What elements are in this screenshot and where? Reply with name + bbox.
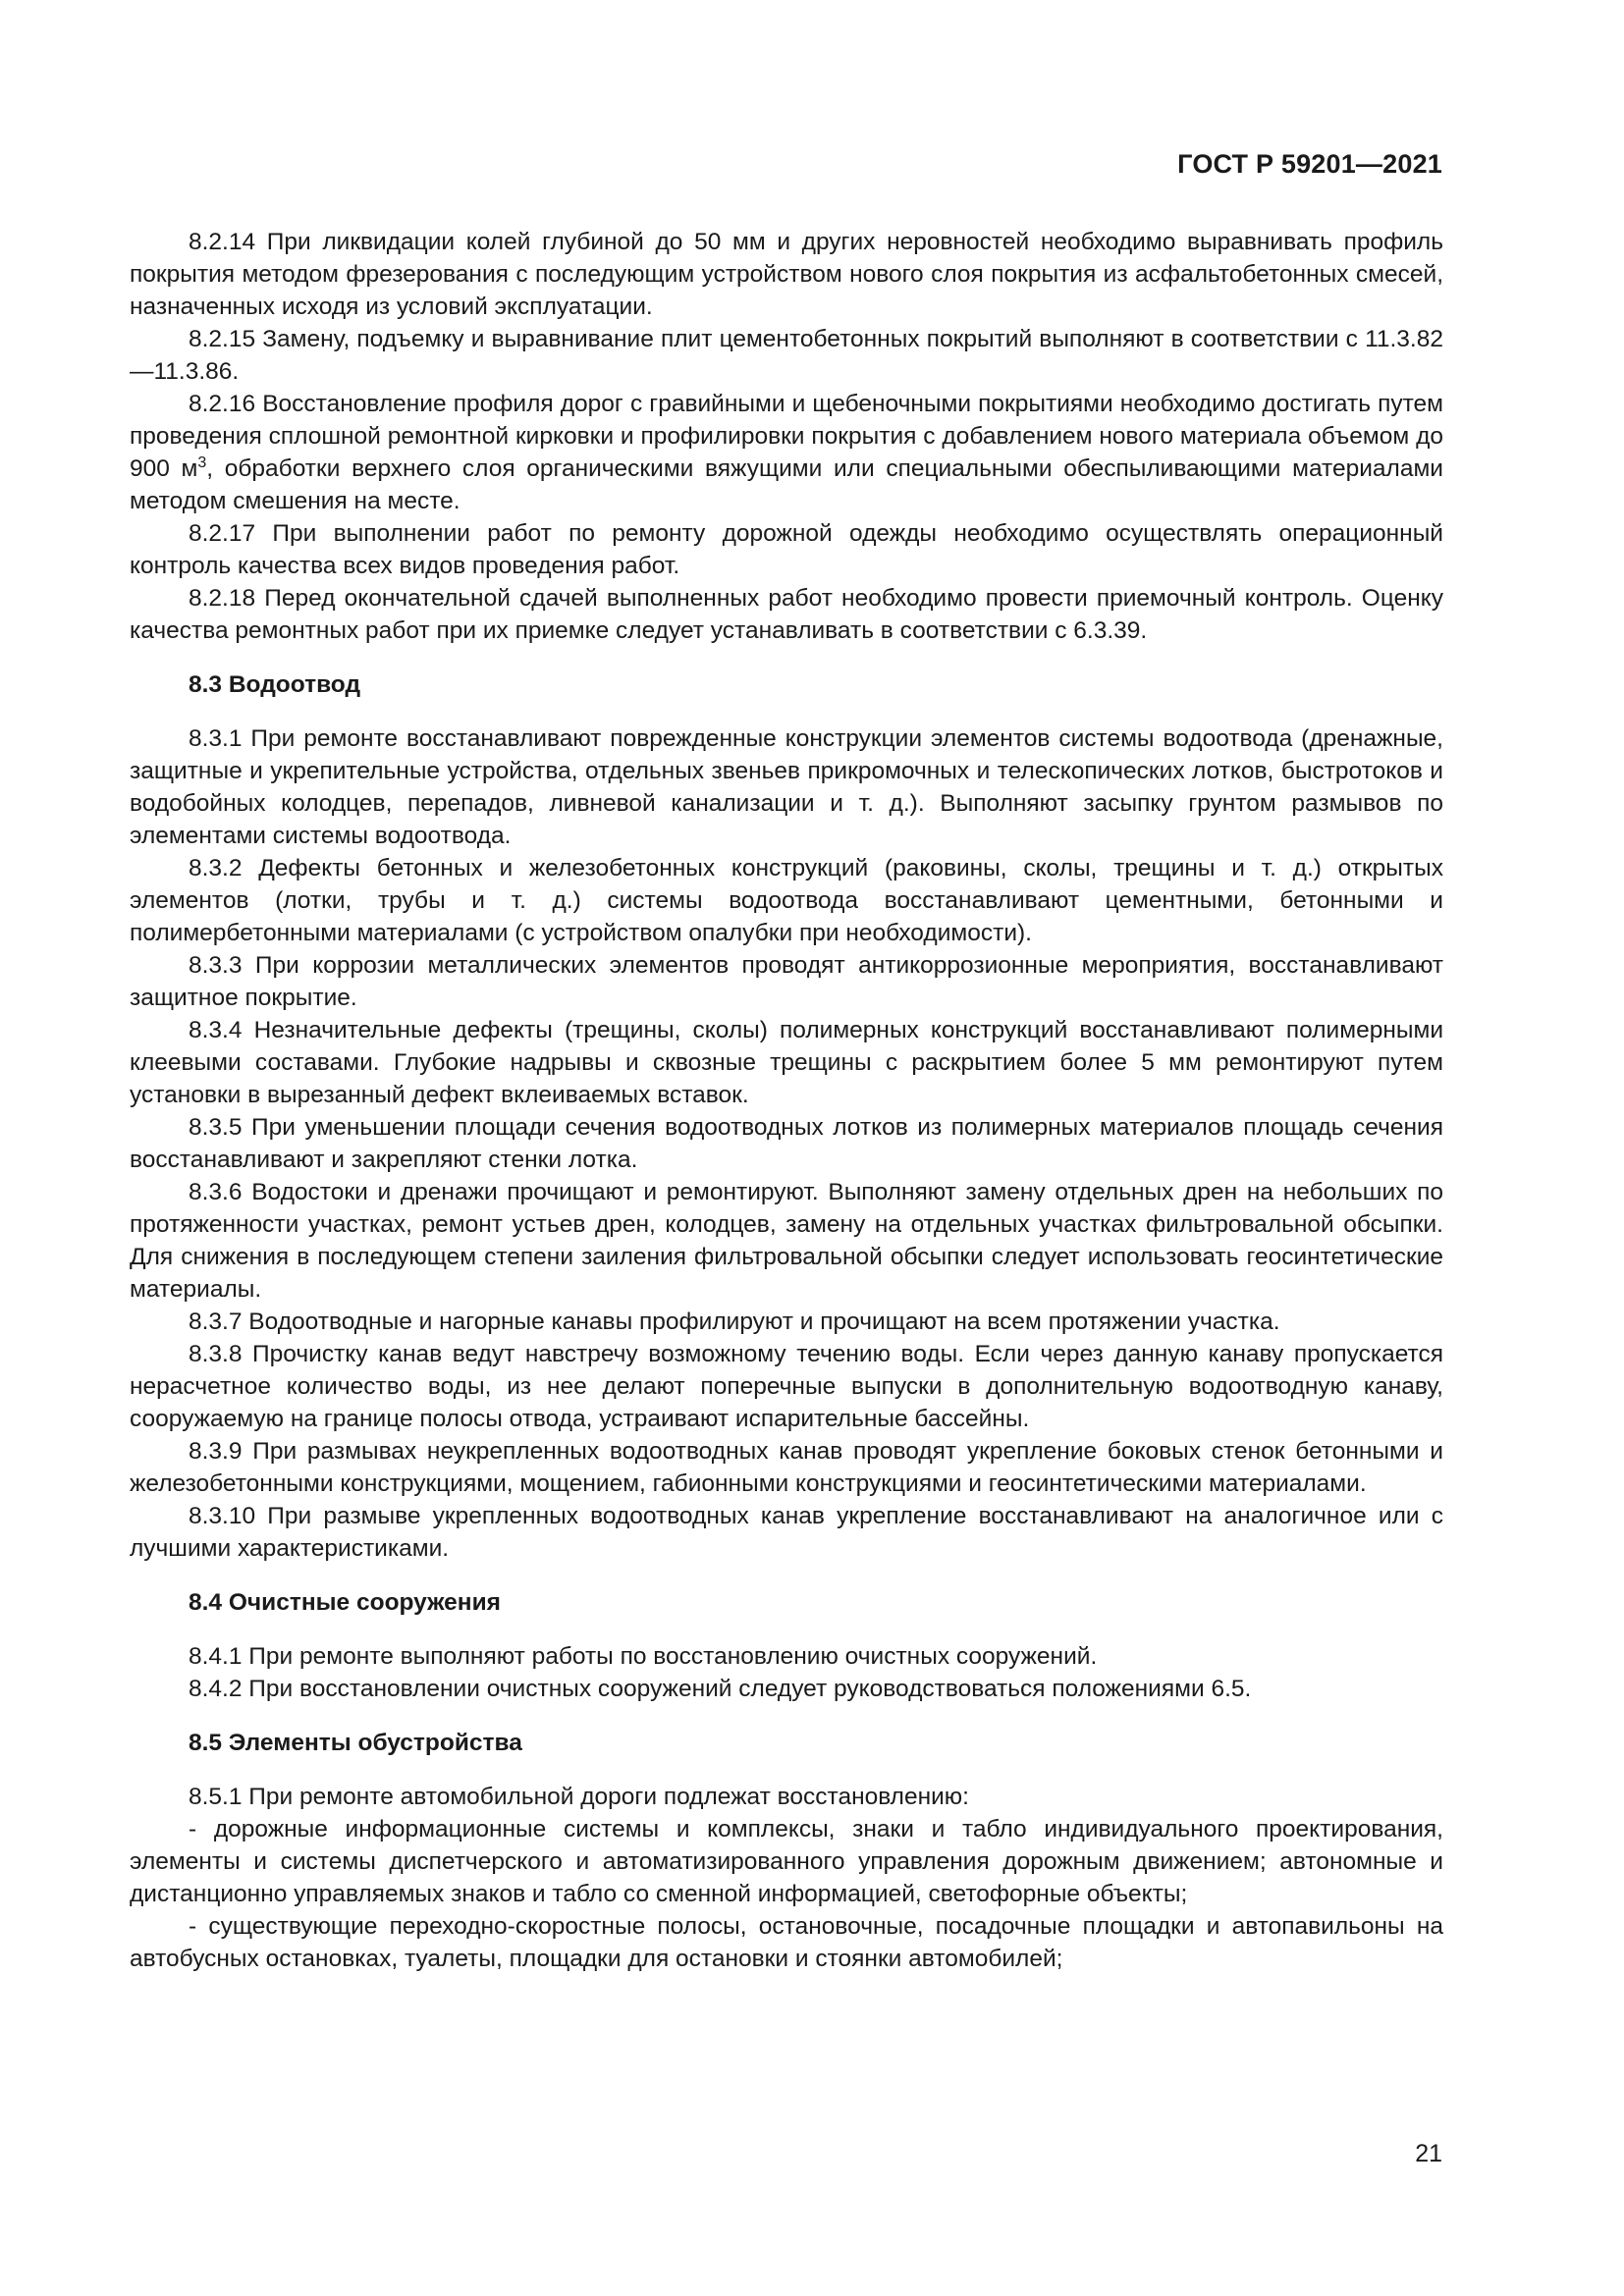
document-header-code: ГОСТ Р 59201—2021 xyxy=(1177,149,1442,179)
paragraph: 8.3.10 При размыве укрепленных водоотводных канав укрепление восстанавливают на аналогичное или с лучшими характеристиками. xyxy=(130,1503,1443,1562)
paragraph: 8.2.18 Перед окончательной сдачей выполненных работ необходимо провести приемочный контроль. Оценку качества ремонтных работ при их приемке следует устанавливать в соответствии с 6.3.39. xyxy=(130,585,1443,644)
paragraph: 8.2.14 При ликвидации колей глубиной до 50 мм и других неровностей необходимо выравнивать профиль покрытия методом фрезерования с последующим устройством нового слоя покрытия из асфальтобетонных смесей, назначенных исходя из условий эксплуатации. xyxy=(130,229,1443,320)
paragraph: 8.4.1 При ремонте выполняют работы по восстановлению очистных сооружений. xyxy=(189,1643,1098,1670)
paragraph: 8.5.1 При ремонте автомобильной дороги подлежат восстановлению: xyxy=(189,1784,969,1810)
paragraph: 8.3.7 Водоотводные и нагорные канавы профилируют и прочищают на всем протяжении участка. xyxy=(189,1308,1280,1335)
paragraph: 8.2.17 При выполнении работ по ремонту дорожной одежды необходимо осуществлять операционный контроль качества всех видов проведения работ. xyxy=(130,520,1443,579)
paragraph: 8.3.1 При ремонте восстанавливают поврежденные конструкции элементов системы водоотвода (дренажные, защитные и укрепительные устройства, отдельных звеньев прикромочных и телескопических лотков, быстротоков и водобойных колодцев, перепадов, ливневой канализации и т. д.). Выполняют засыпку грунтом размывов по элементами системы водоотвода. xyxy=(130,725,1443,849)
superscript-unit: 3 xyxy=(197,454,207,471)
paragraph: 8.3.9 При размывах неукрепленных водоотводных канав проводят укрепление боковых стенок бетонными и железобетонными конструкциями, мощением, габионными конструкциями и геосинтетическими материалами. xyxy=(130,1438,1443,1497)
paragraph-text: 8.2.16 Восстановление профиля дорог с гравийными и щебеночными покрытиями необходимо достигать путем проведения сплошной ремонтной кирковки и профилировки покрытия с добавлением нового материала объемом до 900 м xyxy=(130,391,1443,482)
paragraph: 8.3.2 Дефекты бетонных и железобетонных конструкций (раковины, сколы, трещины и т. д.) открытых элементов (лотки, трубы и т. д.) системы водоотвода восстанавливают цементными, бетонными и полимербетонными материалами (с устройством опалубки при необходимости). xyxy=(130,855,1443,946)
paragraph-text-continued: , обработки верхнего слоя органическими вяжущими или специальными обеспыливающими материалами методом смешения на месте. xyxy=(130,455,1443,514)
section-heading: 8.4 Очистные сооружения xyxy=(189,1589,501,1616)
paragraph xyxy=(130,388,1443,517)
paragraph: 8.3.6 Водостоки и дренажи прочищают и ремонтируют. Выполняют замену отдельных дрен на небольших по протяженности участках, ремонт устьев дрен, колодцев, замену на отдельных участках фильтровальной обсыпки. Для снижения в последующем степени заиления фильтровальной обсыпки следует использовать геосинтетические материалы. xyxy=(130,1179,1443,1303)
paragraph: 8.3.3 При коррозии металлических элементов проводят антикоррозионные мероприятия, восстанавливают защитное покрытие. xyxy=(130,952,1443,1011)
paragraph: - дорожные информационные системы и комплексы, знаки и табло индивидуального проектирования, элементы и системы диспетчерского и автоматизированного управления дорожным движением; автономные и дистанционно управляемых знаков и табло со сменной информацией, светофорные объекты; xyxy=(130,1816,1443,1907)
paragraph: - существующие переходно-скоростные полосы, остановочные, посадочные площадки и автопавильоны на автобусных остановках, туалеты, площадки для остановки и стоянки автомобилей; xyxy=(130,1913,1443,1972)
paragraph: 8.3.8 Прочистку канав ведут навстречу возможному течению воды. Если через данную канаву пропускается нерасчетное количество воды, из нее делают поперечные выпуски в дополнительную водоотводную канаву, сооружаемую на границе полосы отвода, устраивают испарительные бассейны. xyxy=(130,1341,1443,1432)
section-heading: 8.5 Элементы обустройства xyxy=(189,1730,522,1756)
section-heading: 8.3 Водоотвод xyxy=(189,671,361,698)
document-body xyxy=(130,226,1443,1975)
paragraph: 8.4.2 При восстановлении очистных сооружений следует руководствоваться положениями 6.5. xyxy=(189,1676,1252,1702)
paragraph: 8.2.15 Замену, подъемку и выравнивание плит цементобетонных покрытий выполняют в соответствии с 11.3.82—11.3.86. xyxy=(130,326,1443,385)
page-number: 21 xyxy=(1415,2140,1442,2167)
paragraph: 8.3.4 Незначительные дефекты (трещины, сколы) полимерных конструкций восстанавливают полимерными клеевыми составами. Глубокие надрывы и сквозные трещины с раскрытием более 5 мм ремонтируют путем установки в вырезанный дефект вклеиваемых вставок. xyxy=(130,1017,1443,1108)
paragraph: 8.3.5 При уменьшении площади сечения водоотводных лотков из полимерных материалов площадь сечения восстанавливают и закрепляют стенки лотка. xyxy=(130,1114,1443,1173)
